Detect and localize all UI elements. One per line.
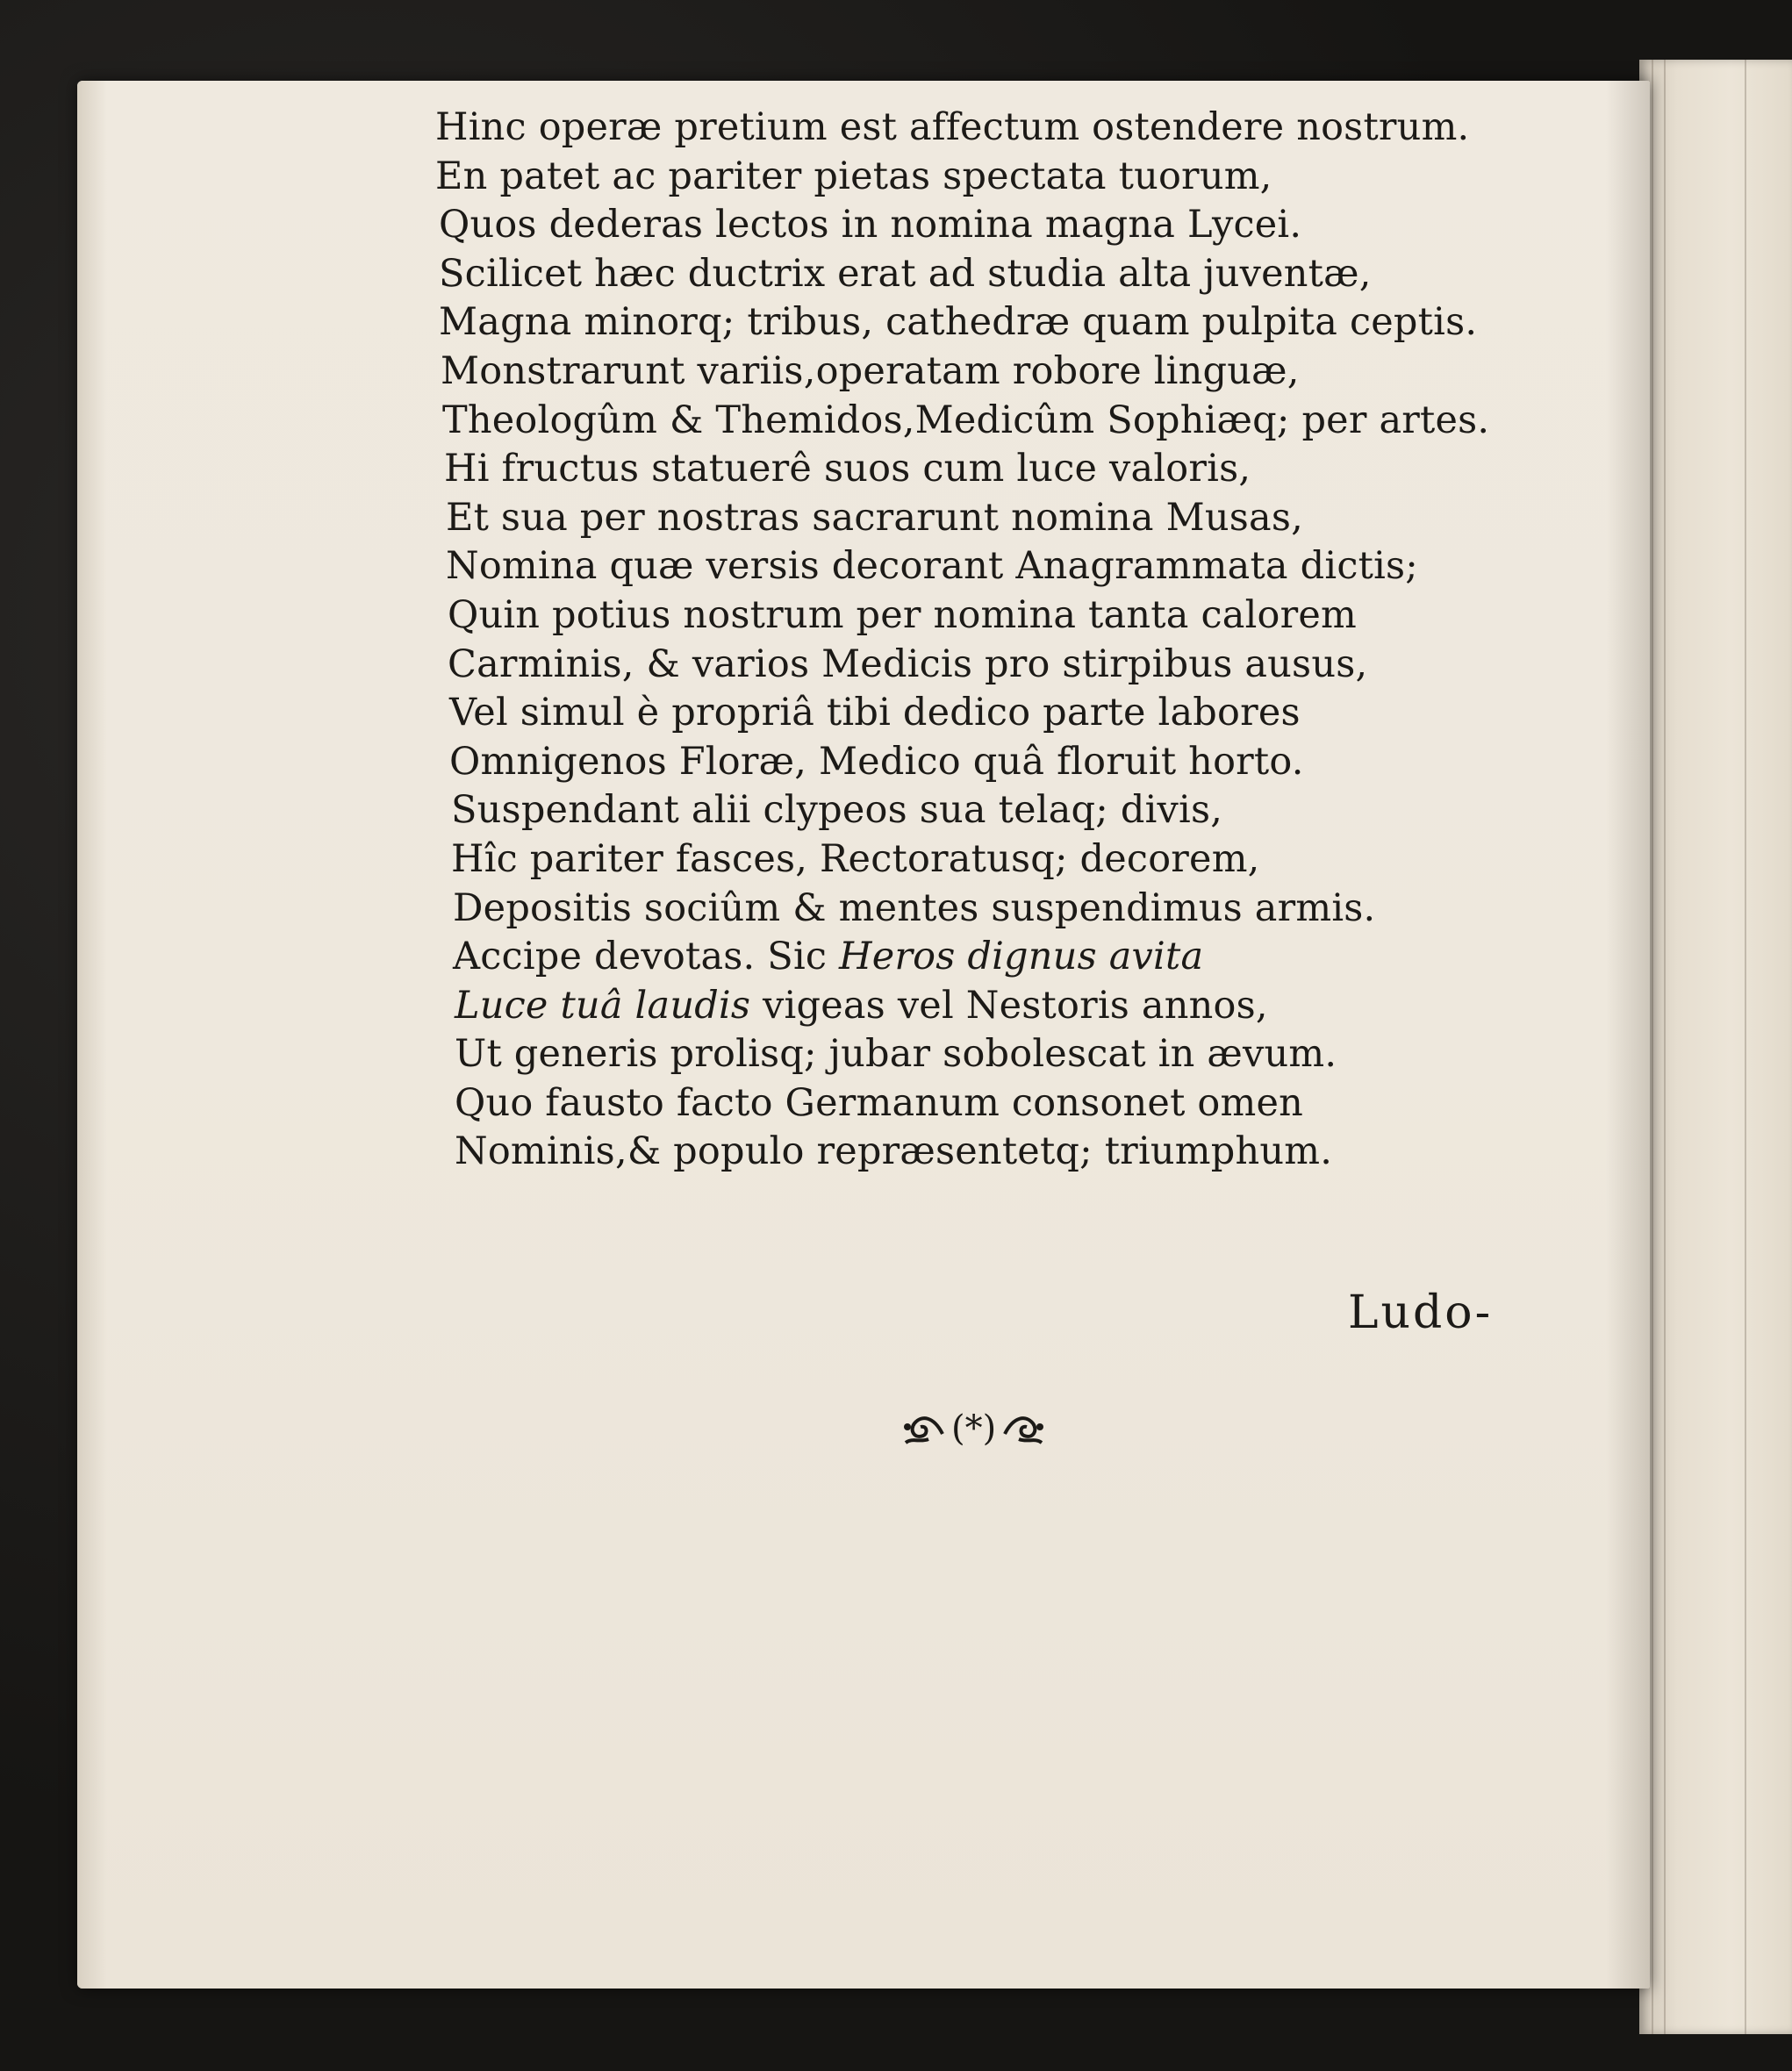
signature-mark-text: (*) xyxy=(951,1408,997,1449)
fleuron-right-icon xyxy=(1001,1408,1049,1450)
page-edge-line xyxy=(1664,60,1666,2034)
verse-text: Omnigenos Floræ, Medico quâ floruit horto. xyxy=(449,739,1304,784)
verse-text: Accipe devotas. Sic xyxy=(453,935,840,979)
verse-line xyxy=(435,494,1576,543)
verse-line xyxy=(435,397,1576,446)
verse-text: Depositis sociûm & mentes suspendimus armis. xyxy=(453,885,1376,930)
verse-text-block xyxy=(435,104,1576,1177)
verse-text: Hi fructus statuerê suos cum luce valoris, xyxy=(444,447,1251,491)
verse-line xyxy=(435,104,1576,153)
verse-line xyxy=(435,591,1576,641)
verse-text: Ut generis prolisq; jubar sobolescat in ævum. xyxy=(455,1032,1337,1077)
verse-text: Quos dederas lectos in nomina magna Lycei. xyxy=(439,203,1302,247)
verse-text: Quo fausto facto Germanum consonet omen xyxy=(455,1080,1304,1125)
adjacent-page-edge xyxy=(1639,60,1792,2034)
verse-text: Magna minorq; tribus, cathedræ quam pulpita ceptis. xyxy=(439,300,1478,345)
verse-text: Vel simul è propriâ tibi dedico parte labores xyxy=(449,691,1301,735)
verse-line xyxy=(435,933,1576,982)
verse-line xyxy=(435,201,1576,250)
catchword: Ludo- xyxy=(1348,1286,1494,1339)
verse-line xyxy=(435,738,1576,787)
verse-text: Scilicet hæc ductrix erat ad studia alta juventæ, xyxy=(439,251,1372,296)
verse-line xyxy=(435,445,1576,494)
verse-line xyxy=(435,982,1576,1031)
verse-text: En patet ac pariter pietas spectata tuorum, xyxy=(435,154,1272,198)
verse-line xyxy=(435,641,1576,690)
verse-text: Hinc operæ pretium est affectum ostendere nostrum. xyxy=(435,105,1470,149)
fleuron-left-icon xyxy=(899,1408,946,1450)
verse-italic-text: Luce tuâ laudis xyxy=(455,983,751,1028)
verse-text: Quin potius nostrum per nomina tanta calorem xyxy=(448,592,1357,637)
verse-text: Nomina quæ versis decorant Anagrammata dictis; xyxy=(446,544,1418,589)
verse-line xyxy=(435,835,1576,885)
verse-line xyxy=(435,1079,1576,1129)
verse-line xyxy=(435,153,1576,202)
verse-italic-text: Heros dignus avita xyxy=(839,935,1204,979)
verse-line xyxy=(435,348,1576,397)
verse-line xyxy=(435,1128,1576,1177)
verse-line xyxy=(435,1030,1576,1079)
verse-line xyxy=(435,250,1576,299)
page-edge-line xyxy=(1652,60,1653,2034)
verse-text: Hîc pariter fasces, Rectoratusq; decorem, xyxy=(451,836,1260,881)
verse-text: Theologûm & Themidos,Medicûm Sophiæq; per artes. xyxy=(442,398,1490,442)
page-edge-line xyxy=(1745,60,1746,2034)
verse-text: Monstrarunt variis,operatam robore linguæ, xyxy=(441,348,1300,393)
verse-text: vigeas vel Nestoris annos, xyxy=(750,983,1268,1028)
signature-mark xyxy=(899,1408,1049,1450)
verse-line xyxy=(435,786,1576,835)
verse-text: Et sua per nostras sacrarunt nomina Musas, xyxy=(446,495,1303,540)
verse-line xyxy=(435,298,1576,348)
verse-line xyxy=(435,885,1576,934)
verse-line xyxy=(435,689,1576,738)
verse-text: Nominis,& populo repræsentetq; triumphum. xyxy=(455,1129,1333,1174)
verse-text: Carminis, & varios Medicis pro stirpibus ausus, xyxy=(448,641,1368,686)
verse-line xyxy=(435,542,1576,591)
verse-text: Suspendant alii clypeos sua telaq; divis, xyxy=(451,788,1223,833)
